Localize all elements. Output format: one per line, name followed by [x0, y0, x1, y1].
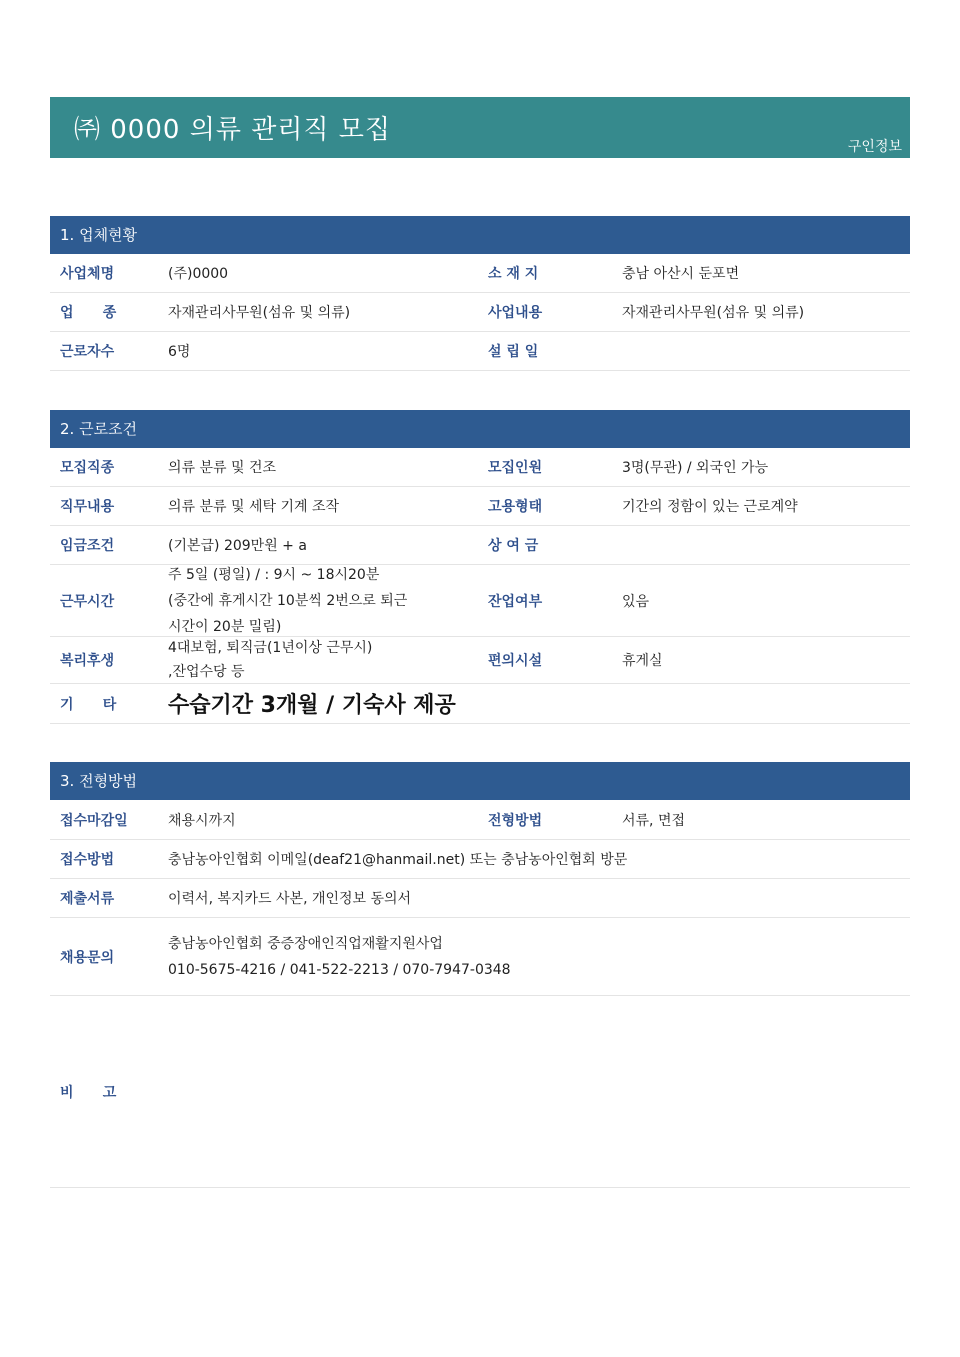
field-label: 접수방법 — [60, 852, 115, 868]
table-row — [50, 448, 910, 487]
section-header-conditions: 2. 근로조건 — [50, 410, 910, 448]
field-label: 잔업여부 — [488, 593, 543, 610]
field-value: 있음 — [622, 593, 650, 610]
field-label: 접수마감일 — [60, 812, 128, 829]
field-label: 설 립 일 — [488, 344, 539, 360]
field-label: 전형방법 — [488, 812, 543, 829]
field-value: 충남농아인협회 이메일(deaf21@hanmail.net) 또는 충남농아인협회 방문 — [168, 852, 628, 868]
table-row-remarks — [50, 996, 910, 1188]
table-row — [50, 526, 910, 565]
field-value: 의류 분류 및 세탁 기계 조작 — [168, 499, 340, 515]
field-value: 자재관리사무원(섬유 및 의류) — [168, 305, 351, 321]
field-value: (주)0000 — [168, 266, 229, 282]
field-value — [168, 637, 478, 683]
field-label: 기 타 — [60, 696, 117, 713]
field-label: 상 여 금 — [488, 538, 539, 554]
inquiry-line: 010-5675-4216 / 041-522-2213 / 070-7947-0348 — [168, 961, 511, 978]
field-value — [168, 565, 478, 636]
field-label: 모집직종 — [60, 460, 115, 476]
field-label: 제출서류 — [60, 891, 115, 907]
field-value: 의류 분류 및 건조 — [168, 460, 277, 476]
table-row — [50, 840, 910, 879]
field-value: 3명(무관) / 외국인 가능 — [622, 460, 769, 476]
field-label: 고용형태 — [488, 499, 543, 515]
field-value: 채용시까지 — [168, 812, 236, 829]
table-row — [50, 879, 910, 918]
field-label: 채용문의 — [60, 949, 115, 966]
field-value: 자재관리사무원(섬유 및 의류) — [622, 305, 805, 321]
field-value: 휴게실 — [622, 653, 663, 669]
table-row — [50, 332, 910, 371]
section-header-selection: 3. 전형방법 — [50, 762, 910, 800]
field-label: 소 재 지 — [488, 266, 539, 282]
field-value: 기간의 정함이 있는 근로계약 — [622, 499, 798, 515]
welfare-line: ,잔업수당 등 — [168, 664, 245, 680]
field-value: 충남 아산시 둔포면 — [622, 266, 740, 282]
hours-line: (중간에 휴게시간 10분씩 2번으로 퇴근 — [168, 592, 408, 609]
field-label: 편의시설 — [488, 653, 543, 669]
field-value: 이력서, 복지카드 사본, 개인정보 동의서 — [168, 891, 412, 907]
field-value: (기본급) 209만원 + a — [168, 538, 307, 554]
inquiry-line: 충남농아인협회 중증장애인직업재활지원사업 — [168, 935, 443, 952]
conditions-table — [50, 448, 910, 724]
field-value: 서류, 면접 — [622, 812, 685, 829]
section-header-company: 1. 업체현황 — [50, 216, 910, 254]
field-label: 모집인원 — [488, 460, 543, 476]
table-row — [50, 487, 910, 526]
title-banner — [50, 97, 910, 158]
field-value: 수습기간 3개월 / 기숙사 제공 — [168, 693, 456, 718]
field-value — [622, 332, 902, 370]
hours-line: 주 5일 (평일) / : 9시 ~ 18시20분 — [168, 566, 380, 583]
field-label: 사업체명 — [60, 266, 115, 282]
table-row-inquiry — [50, 918, 910, 996]
field-label: 임금조건 — [60, 538, 115, 554]
table-row-hours — [50, 565, 910, 637]
table-row-etc — [50, 684, 910, 724]
field-label: 근무시간 — [60, 593, 115, 610]
field-value — [168, 918, 898, 995]
table-row-welfare — [50, 637, 910, 684]
field-value: 6명 — [168, 344, 191, 360]
field-label: 근로자수 — [60, 344, 115, 360]
selection-table — [50, 800, 910, 1188]
field-label: 복리후생 — [60, 653, 115, 669]
field-label: 사업내용 — [488, 305, 543, 321]
welfare-line: 4대보험, 퇴직금(1년이상 근무시) — [168, 640, 373, 656]
company-table — [50, 254, 910, 371]
field-value — [622, 526, 902, 564]
table-row — [50, 293, 910, 332]
field-label: 직무내용 — [60, 499, 115, 515]
field-label: 업 종 — [60, 305, 117, 321]
table-row — [50, 254, 910, 293]
hours-line: 시간이 20분 밀림) — [168, 618, 282, 635]
page-category: 구인정보 — [847, 139, 902, 155]
page-title: ㈜ 0000 의류 관리직 모집 — [74, 115, 392, 145]
field-value — [168, 996, 898, 1187]
field-label: 비 고 — [60, 1084, 117, 1101]
table-row — [50, 800, 910, 840]
